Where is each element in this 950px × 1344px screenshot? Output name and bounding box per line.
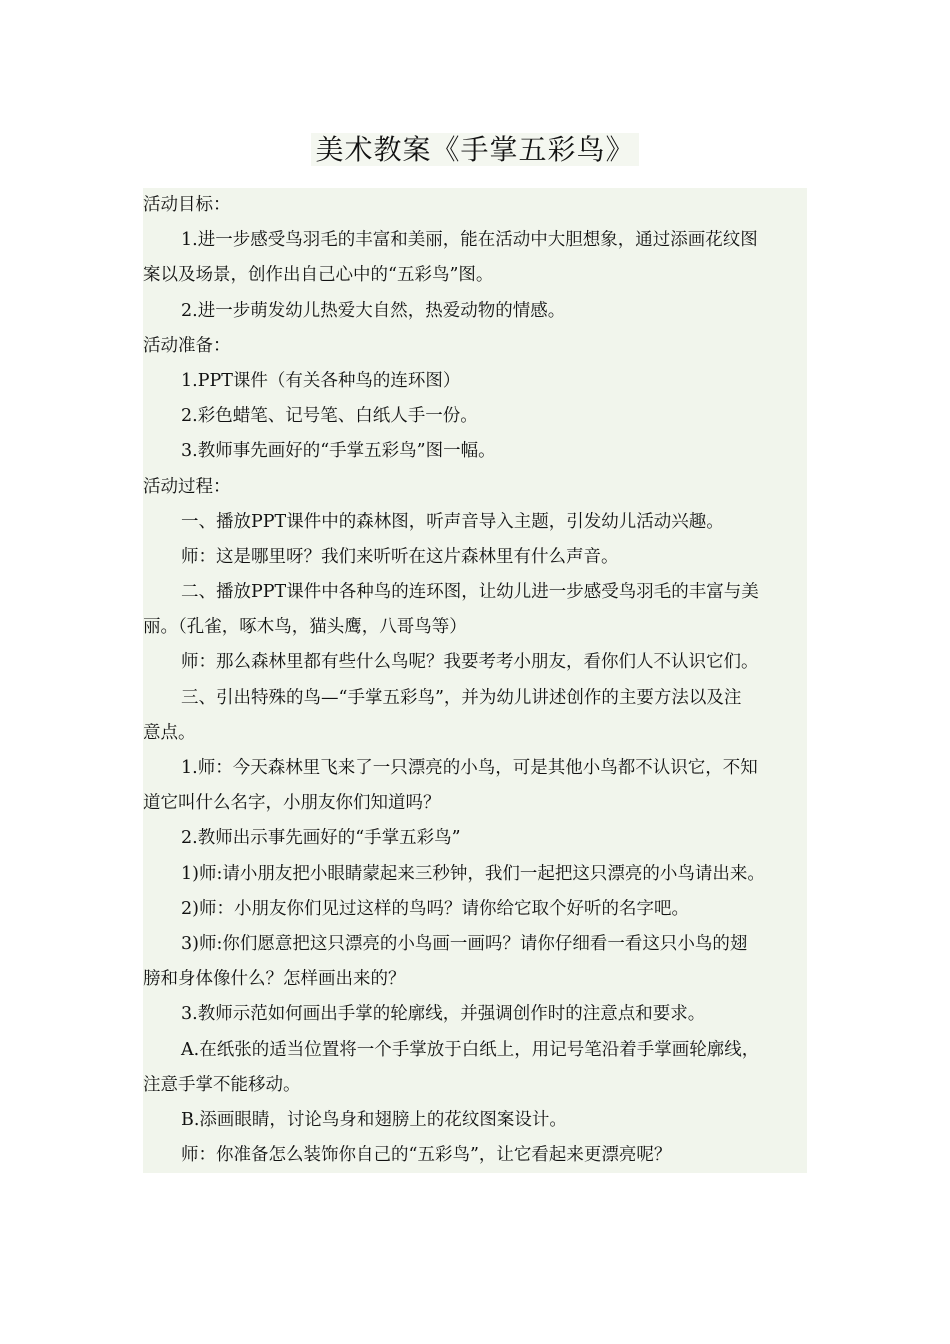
text-line: 师：你准备怎么装饰你自己的“五彩鸟”，让它看起来更漂亮呢？	[181, 1145, 672, 1166]
text-line: 3)师:你们愿意把这只漂亮的小鸟画一画吗？请你仔细看一看这只小鸟的翅	[181, 933, 748, 954]
text-line: 活动目标：	[143, 195, 231, 215]
text-line: 1.师：今天森林里飞来了一只漂亮的小鸟，可是其他小鸟都不认识它，不知	[181, 758, 758, 778]
document-title	[0, 130, 950, 170]
text-line: 2.教师出示事先画好的“手掌五彩鸟”	[181, 828, 461, 849]
text-line: 道它叫什么名字，小朋友你们知道吗？	[143, 793, 441, 814]
text-line: 三、引出特殊的鸟—“手掌五彩鸟”，并为幼儿讲述创作的主要方法以及注	[181, 687, 742, 708]
text-line: 2.彩色蜡笔、记号笔、白纸人手一份。	[181, 406, 478, 427]
text-line: 膀和身体像什么？怎样画出来的？	[143, 969, 406, 990]
text-line: 丽。（孔雀，啄木鸟，猫头鹰，八哥鸟等）	[143, 617, 467, 638]
text-line: 活动准备：	[143, 335, 231, 356]
text-line: 3.教师示范如何画出手掌的轮廓线，并强调创作时的注意点和要求。	[181, 1004, 706, 1025]
text-line: A.在纸张的适当位置将一个手掌放于白纸上，用记号笔沿着手掌画轮廓线，	[181, 1039, 760, 1060]
text-line: 1.PPT课件（有关各种鸟的连环图）	[181, 370, 461, 391]
text-line: 一、播放PPT课件中的森林图，听声音导入主题，引发幼儿活动兴趣。	[181, 511, 724, 532]
text-line: 1.进一步感受鸟羽毛的丰富和美丽，能在活动中大胆想象，通过添画花纹图	[181, 230, 758, 251]
text-line: 2)师：小朋友你们见过这样的鸟吗？请你给它取个好听的名字吧。	[181, 898, 689, 919]
text-line: 师：这是哪里呀？我们来听听在这片森林里有什么声音。	[181, 546, 619, 567]
text-line: 意点。	[143, 722, 196, 743]
text-line: 案以及场景，创作出自己心中的“五彩鸟”图。	[143, 265, 494, 286]
text-line: 师：那么森林里都有些什么鸟呢？我要考考小朋友，看你们人不认识它们。	[181, 652, 759, 673]
text-line: 3.教师事先画好的“手掌五彩鸟”图一幅。	[181, 441, 496, 462]
text-line: 2.进一步萌发幼儿热爱大自然，热爱动物的情感。	[181, 300, 566, 321]
text-line: 1)师:请小朋友把小眼睛蒙起来三秒钟，我们一起把这只漂亮的小鸟请出来。	[181, 863, 765, 884]
text-line: 活动过程：	[143, 476, 231, 497]
text-line: 二、播放PPT课件中各种鸟的连环图，让幼儿进一步感受鸟羽毛的丰富与美	[181, 582, 759, 603]
document-body	[143, 188, 807, 1173]
text-line: B.添画眼睛，讨论鸟身和翅膀上的花纹图案设计。	[181, 1109, 567, 1130]
text-line: 注意手掌不能移动。	[143, 1074, 301, 1095]
document-title-text: 美术教案《手掌五彩鸟》	[311, 133, 638, 166]
